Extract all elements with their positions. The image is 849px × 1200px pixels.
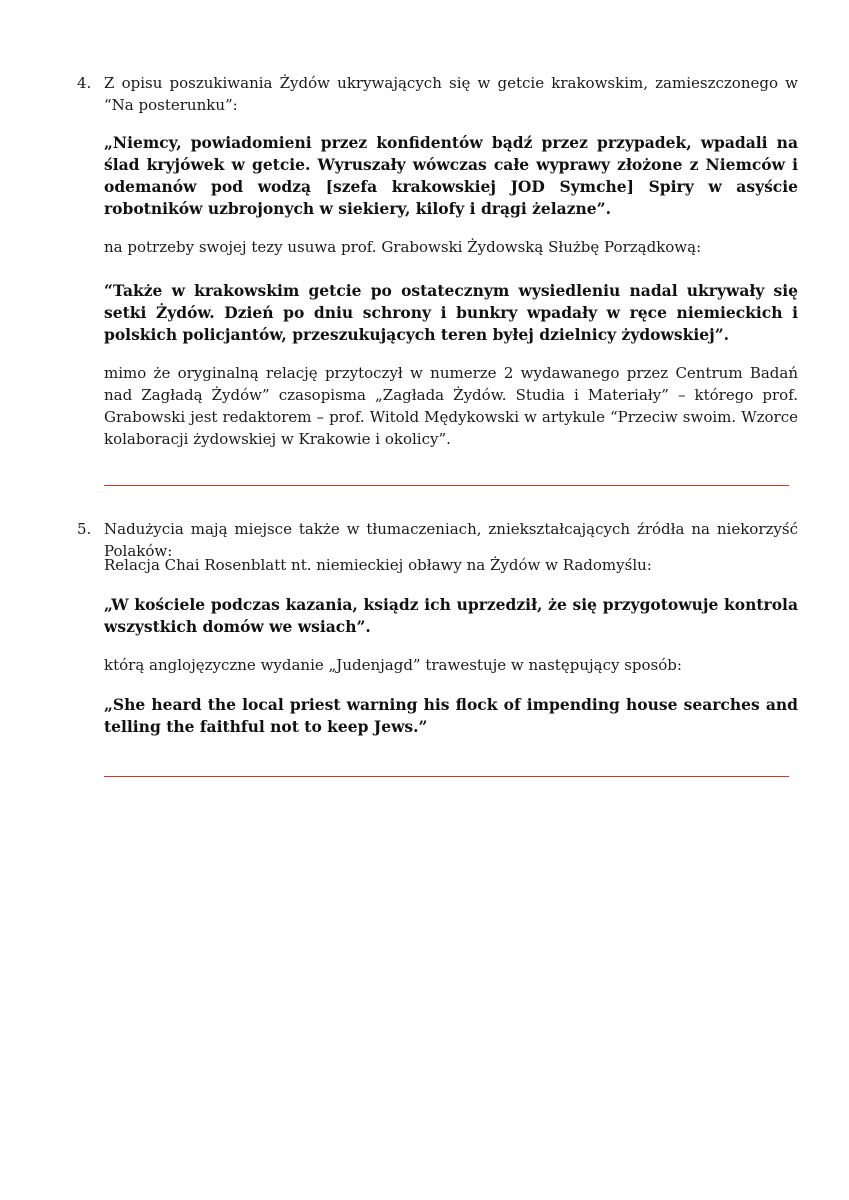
paragraph: na potrzeby swojej tezy usuwa prof. Grabowski Żydowską Służbę Porządkową: <box>104 238 702 256</box>
quote: “Także w krakowskim getcie po ostatecznym wysiedleniu nadal ukrywały się setki Żydów. Dzień po dniu schrony i bunkry wpadały w ręce niemieckich i polskich policjantów, przeszukujących teren byłej dzielnicy żydowskiej”. <box>104 281 798 344</box>
paragraph: mimo że oryginalną relację przytoczył w numerze 2 wydawanego przez Centrum Badań nad Zagładą Żydów” czasopisma „Zagłada Żydów. Studia i Materiały” – którego prof. Grabowski jest redaktorem – prof. Witold Mędykowski w artykule “Przeciw swoim. Wzorce kolaboracji żydowskiej w Krakowie i okolicy”. <box>104 364 798 448</box>
quote: „W kościele podczas kazania, ksiądz ich uprzedził, że się przygotowuje kontrola wszystkich domów we wsiach”. <box>104 595 798 636</box>
item-intro: Nadużycia mają miejsce także w tłumaczeniach, zniekształcających źródła na niekorzyść Polaków: <box>104 520 798 560</box>
item-number: 5. <box>77 520 92 538</box>
quote: „Niemcy, powiadomieni przez konfidentów bądź przez przypadek, wpadali na ślad kryjówek w getcie. Wyruszały wówczas całe wyprawy złożone z Niemców i odemanów pod wodzą [szefa krakowskiej JOD Symche] Spiry w asyście robotników uzbrojonych w siekiery, kilofy i drągi żelazne”. <box>104 133 798 218</box>
item-number: 4. <box>77 74 92 92</box>
divider-rule <box>104 485 789 486</box>
paragraph: Relacja Chai Rosenblatt nt. niemieckiej obławy na Żydów w Radomyślu: <box>104 556 652 574</box>
paragraph: którą anglojęzyczne wydanie „Judenjagd” trawestuje w następujący sposób: <box>104 656 682 674</box>
item-intro: Z opisu poszukiwania Żydów ukrywających się w getcie krakowskim, zamieszczonego w “Na posterunku”: <box>104 74 798 114</box>
divider-rule <box>104 776 789 777</box>
quote: „She heard the local priest warning his flock of impending house searches and telling the faithful not to keep Jews.” <box>104 695 798 736</box>
